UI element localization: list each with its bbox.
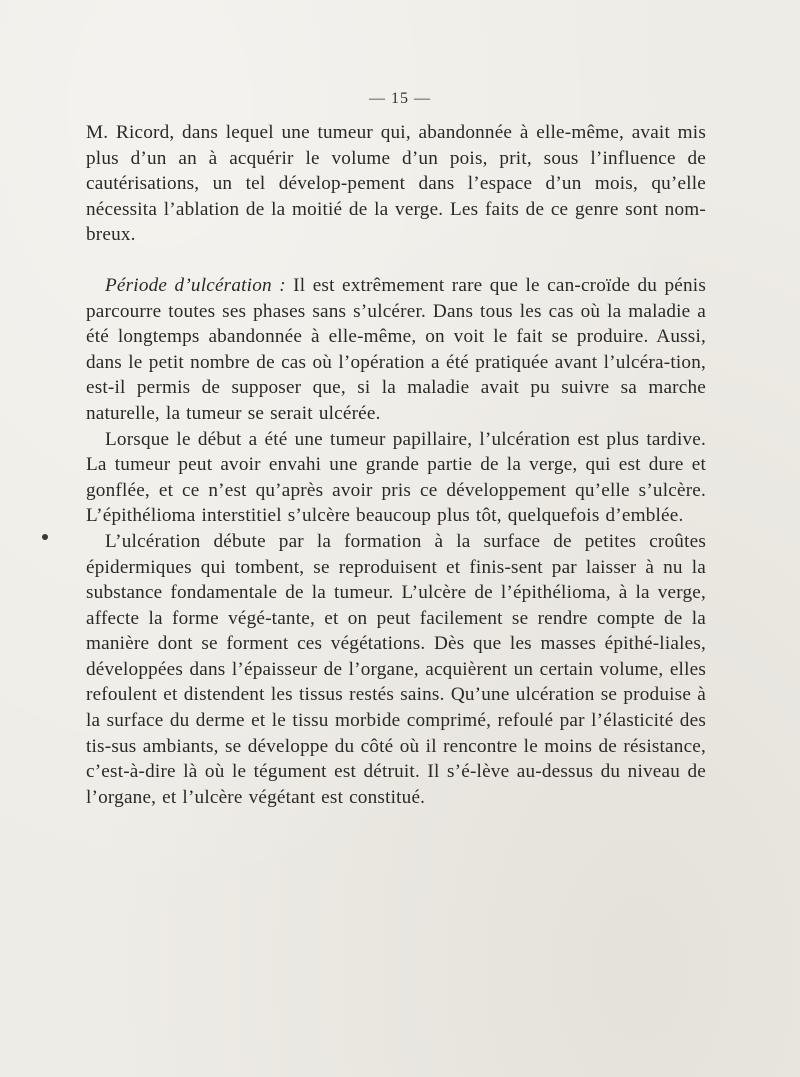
paragraph-text: Il est extrêmement rare que le can-croïde du pénis parcourre toutes ses phases sans s’ulcérer. Dans tous les cas où la maladie a été longtemps abandonnée à elle-même, on voit le fait se produire. Aussi, dans le petit nombre de cas où l’opération a été pratiquée avant l’ulcéra-tion, est-il permis de supposer que, si la maladie avait pu suivre sa marche naturelle, la tumeur se serait ulcérée. — [86, 274, 706, 424]
paragraph-4 — [86, 529, 706, 811]
paragraph-1 — [86, 120, 706, 248]
paragraph-text: M. Ricord, dans lequel une tumeur qui, abandonnée à elle-même, avait mis plus d’un an à acquérir le volume d’un pois, prit, sous l’influence de cautérisations, un tel dévelop-pement dans l’espace d’un mois, qu’elle nécessita l’ablation de la moitié de la verge. Les faits de ce genre sont nom-breux. — [86, 122, 706, 246]
margin-mark — [42, 534, 48, 540]
body-text — [86, 120, 706, 810]
section-heading-ulceration: Période d’ulcération : — [105, 274, 286, 296]
page-number: — 15 — — [369, 90, 431, 107]
paragraph-text: L’ulcération débute par la formation à la surface de petites croûtes épidermiques qui tombent, se reproduisent et finis-sent par laisser à nu la substance fondamentale de la tumeur. L’ulcère de l’épithélioma, à la verge, affecte la forme végé-tante, et on peut facilement se rendre compte de la manière dont se forment ces végétations. Dès que les masses épithé-liales, développées dans l’épaisseur de l’organe, acquièrent un certain volume, elles refoulent et distendent les tissus restés sains. Qu’une ulcération se produise à la surface du derme et le tissu morbide comprimé, refoulé par l’élasticité des tis-sus ambiants, se développe du côté où il rencontre le moins de résistance, c’est-à-dire là où le tégument est détruit. Il s’é-lève au-dessus du niveau de l’organe, et l’ulcère végétant est constitué. — [86, 530, 706, 808]
paragraph-3 — [86, 427, 706, 529]
paragraph-text: Lorsque le début a été une tumeur papillaire, l’ulcération est plus tardive. La tumeur peut avoir envahi une grande partie de la verge, qui est dure et gonflée, et ce n’est qu’après avoir pris ce développement qu’elle s’ulcère. L’épithélioma interstitiel s’ulcère beaucoup plus tôt, quelquefois d’emblée. — [86, 428, 706, 527]
paragraph-2 — [86, 273, 706, 427]
